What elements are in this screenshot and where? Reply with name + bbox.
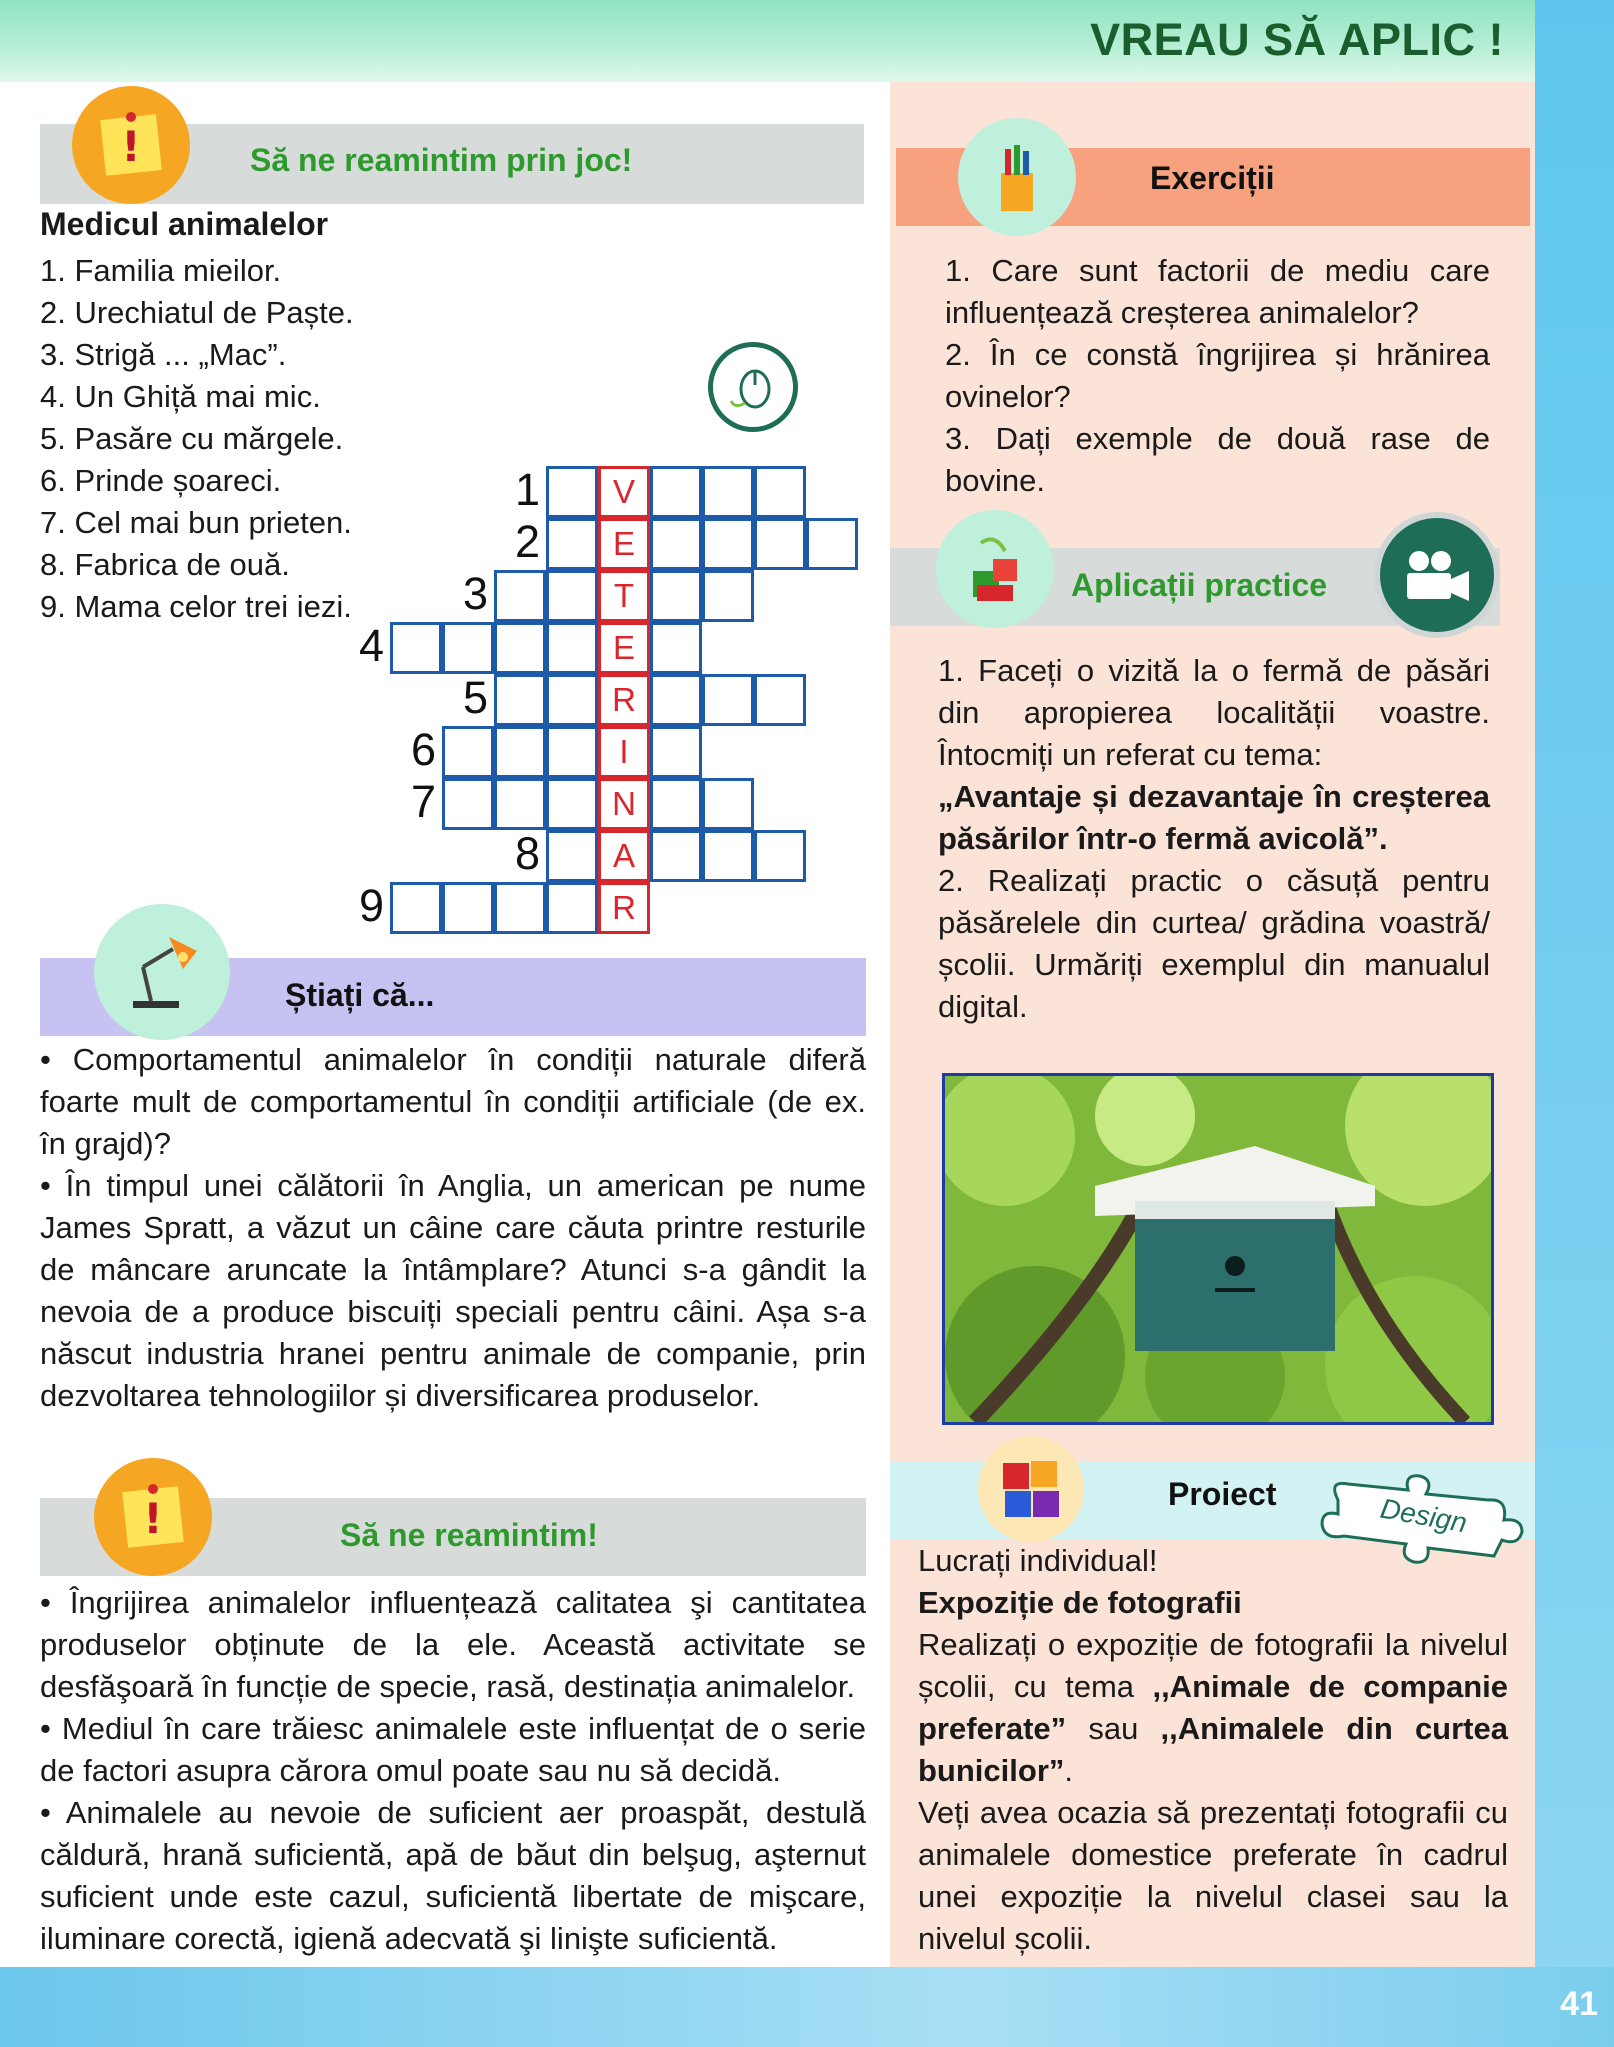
clue-item: 9. Mama celor trei iezi. bbox=[40, 589, 352, 624]
page-number: 41 bbox=[1560, 1985, 1598, 2023]
project-p1-e: . bbox=[1064, 1753, 1074, 1788]
did-you-know-item: • Comportamentul animalelor în condiții naturale diferă foarte mult de comportamentul în condiții artificiale (de ex. în grajd)? bbox=[40, 1042, 866, 1161]
crossword-key-cell: N bbox=[598, 778, 650, 830]
crossword-cell bbox=[546, 570, 598, 622]
project-line-2: Expoziție de fotografii bbox=[918, 1585, 1242, 1620]
remember-item: • Animalele au nevoie de suficient aer proaspăt, destulă căldură, hrană suficientă, apă de băut din belşug, aşternut suficient unde este cazul, suficientă libertate de mişcare, iluminare corectă, igienă adecvată şi linişte suficientă. bbox=[40, 1795, 866, 1956]
clue-item: 1. Familia mieilor. bbox=[40, 253, 282, 288]
clue-item: 7. Cel mai bun prieten. bbox=[40, 505, 352, 540]
crossword-cell bbox=[650, 726, 702, 778]
crossword-cell bbox=[650, 830, 702, 882]
crossword-key-cell: E bbox=[598, 518, 650, 570]
crossword-cell bbox=[702, 518, 754, 570]
crossword-row-number: 2 bbox=[514, 516, 540, 567]
project-text bbox=[918, 1540, 1508, 1960]
crossword-cell bbox=[650, 466, 702, 518]
crossword-row-number: 3 bbox=[462, 568, 488, 619]
crossword-cell bbox=[702, 674, 754, 726]
crossword-cell bbox=[806, 518, 858, 570]
project-p1-d: ,,Animalele din curtea bunicilor” bbox=[918, 1711, 1508, 1788]
crossword-cell bbox=[494, 570, 546, 622]
video-camera-icon bbox=[1374, 512, 1500, 638]
crossword-cell bbox=[494, 882, 546, 934]
pencil-cup-icon bbox=[958, 118, 1076, 236]
project-p1-b: ,,Animale de companie preferate” bbox=[918, 1669, 1509, 1746]
crossword-cell bbox=[494, 778, 546, 830]
exclamation-note-icon bbox=[72, 86, 190, 204]
side-strip bbox=[1535, 0, 1614, 2047]
exercises-title: Exerciții bbox=[1150, 160, 1275, 196]
crossword-row-number: 6 bbox=[410, 724, 436, 775]
crossword-cell bbox=[546, 882, 598, 934]
practical-item-2: 2. Realizați practic o căsuță pentru păsărelele din curtea/ grădina voastră/ școlii. Urmăriți exemplul din manualul digital. bbox=[938, 863, 1490, 1024]
practical-topic: „Avantaje și dezavantaje în creșterea păsărilor într-o fermă avicolă”. bbox=[938, 779, 1490, 856]
crossword-subtitle: Medicul animalelor bbox=[40, 206, 329, 242]
crossword-cell bbox=[702, 570, 754, 622]
crossword-cell bbox=[390, 882, 442, 934]
crossword-row-number: 1 bbox=[514, 464, 540, 515]
crossword-cell bbox=[702, 466, 754, 518]
crossword-key-cell: R bbox=[598, 674, 650, 726]
crossword-cell bbox=[650, 518, 702, 570]
crossword-cell bbox=[390, 622, 442, 674]
project-title: Proiect bbox=[1168, 1476, 1277, 1512]
did-you-know-text bbox=[40, 1039, 866, 1417]
crossword-row-number: 4 bbox=[358, 620, 384, 671]
exercise-item: 3. Dați exemple de două rase de bovine. bbox=[945, 421, 1490, 498]
crossword-clues bbox=[40, 250, 380, 628]
crossword-key-cell: V bbox=[598, 466, 650, 518]
crossword-cell bbox=[494, 622, 546, 674]
crossword-key-cell: I bbox=[598, 726, 650, 778]
remember-text bbox=[40, 1582, 866, 1960]
clue-item: 5. Pasăre cu mărgele. bbox=[40, 421, 344, 456]
crossword-cell bbox=[546, 726, 598, 778]
crossword-cell bbox=[754, 518, 806, 570]
remember-game-title: Să ne reamintim prin joc! bbox=[250, 142, 633, 178]
crossword-key-cell: E bbox=[598, 622, 650, 674]
clue-item: 6. Prinde șoareci. bbox=[40, 463, 282, 498]
project-p1-a: Realizați o expoziție de fotografii la nivelul școlii, cu tema bbox=[918, 1627, 1508, 1704]
crossword-cell bbox=[650, 570, 702, 622]
exercise-item: 2. În ce constă îngrijirea și hrănirea ovinelor? bbox=[945, 337, 1490, 414]
did-you-know-title: Știați că... bbox=[285, 977, 435, 1013]
practical-text bbox=[938, 650, 1490, 1028]
footer-band bbox=[0, 1967, 1614, 2047]
crossword-cell bbox=[494, 726, 546, 778]
crossword-row-number: 7 bbox=[410, 776, 436, 827]
exercise-item: 1. Care sunt factorii de mediu care influențează creșterea animalelor? bbox=[945, 253, 1490, 330]
crossword-cell bbox=[754, 830, 806, 882]
exercises-text bbox=[945, 250, 1490, 502]
crossword-cell bbox=[702, 778, 754, 830]
exclamation-note-icon bbox=[94, 1458, 212, 1576]
crossword-cell bbox=[442, 622, 494, 674]
crossword-cell bbox=[650, 622, 702, 674]
crossword-cell bbox=[442, 726, 494, 778]
crossword-cell bbox=[546, 622, 598, 674]
clue-item: 8. Fabrica de ouă. bbox=[40, 547, 290, 582]
crossword-cell bbox=[546, 518, 598, 570]
project-p1-c: sau bbox=[1066, 1711, 1161, 1746]
crossword-row-number: 5 bbox=[462, 672, 488, 723]
crossword-cell bbox=[650, 674, 702, 726]
desk-lamp-icon bbox=[94, 904, 230, 1040]
design-label: Design bbox=[1378, 1492, 1470, 1539]
svg-text:!: ! bbox=[121, 122, 141, 171]
crossword-cell bbox=[754, 674, 806, 726]
crossword-key-cell: T bbox=[598, 570, 650, 622]
crossword-key-cell: R bbox=[598, 882, 650, 934]
clue-item: 4. Un Ghiță mai mic. bbox=[40, 379, 321, 414]
crossword-cell bbox=[546, 830, 598, 882]
project-paragraph-2: Veți avea ocazia să prezentați fotografii cu animalele domestice preferate în cadrul unei expoziție la nivelul clasei sau la nivelul școlii. bbox=[918, 1795, 1508, 1956]
crossword-cell bbox=[546, 778, 598, 830]
chapter-title: VREAU SĂ APLIC ! bbox=[1090, 14, 1504, 65]
practical-title: Aplicații practice bbox=[1071, 567, 1328, 603]
crossword-row-number: 8 bbox=[514, 828, 540, 879]
project-paragraph-1 bbox=[918, 1624, 1508, 1792]
remember-item: • Îngrijirea animalelor influențează calitatea şi cantitatea produselor obținute de la ele. Această activitate se desfăşoară în funcție de specie, rasă, destinația animalelor. bbox=[40, 1585, 866, 1704]
crossword-cell bbox=[494, 674, 546, 726]
remember-item: • Mediul în care trăiesc animalele este influențat de o serie de factori asupra cărora omul poate sau nu să decidă. bbox=[40, 1711, 866, 1788]
clue-item: 3. Strigă ... „Mac”. bbox=[40, 337, 287, 372]
crossword-cell bbox=[442, 882, 494, 934]
crossword-cell bbox=[702, 830, 754, 882]
crossword-key-cell: A bbox=[598, 830, 650, 882]
crossword-cell bbox=[442, 778, 494, 830]
crossword-grid bbox=[0, 0, 1, 1]
crossword-cell bbox=[650, 778, 702, 830]
crossword-cell bbox=[546, 674, 598, 726]
svg-text:!: ! bbox=[143, 1494, 163, 1543]
clue-item: 2. Urechiatul de Paște. bbox=[40, 295, 354, 330]
mouse-icon bbox=[708, 342, 798, 432]
puzzle-pieces-icon bbox=[978, 1436, 1084, 1542]
did-you-know-item: • În timpul unei călătorii în Anglia, un american pe nume James Spratt, a văzut un câine care căuta printre resturile de mâncare aruncate la întâmplare? Atunci s-a gândit la nevoia de a produce biscuiți speciali pentru câini. Așa s-a născut industria hranei pentru animale de companie, prin dezvoltarea tehnologiilor și diversificarea produselor. bbox=[40, 1168, 866, 1413]
gift-boxes-icon bbox=[936, 510, 1054, 628]
crossword-cell bbox=[754, 466, 806, 518]
crossword-cell bbox=[546, 466, 598, 518]
practical-item-1: 1. Faceți o vizită la o fermă de păsări din apropierea localității voastre. Întocmiți un referat cu tema: bbox=[938, 653, 1490, 772]
crossword-row-number: 9 bbox=[358, 880, 384, 931]
birdhouse-photo bbox=[942, 1073, 1494, 1425]
remember-title: Să ne reamintim! bbox=[340, 1517, 598, 1553]
project-line-1: Lucrați individual! bbox=[918, 1543, 1158, 1578]
